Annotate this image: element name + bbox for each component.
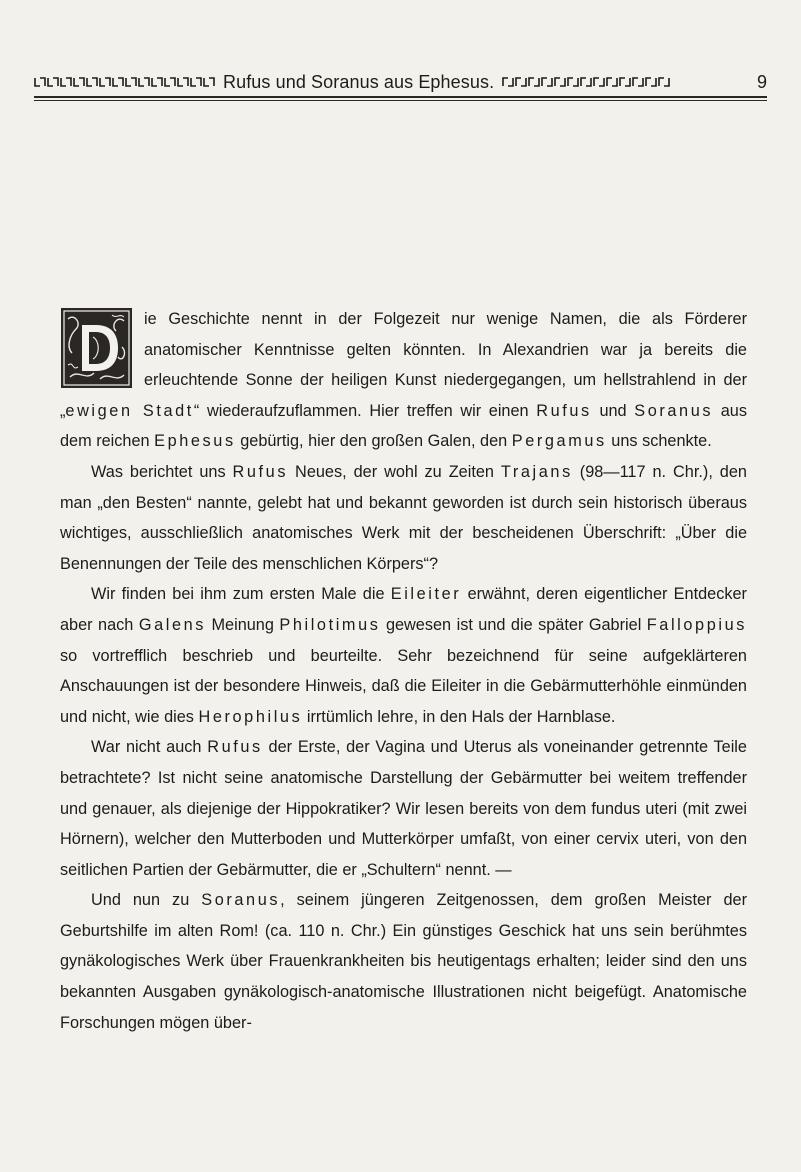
- ornament-border-left-icon: [34, 76, 215, 88]
- spaced-name: Falloppius: [646, 615, 747, 634]
- text-run: ie Geschichte nennt in der Folgezeit nur wenige Namen, die als Förderer anatomischer Kenntnisse gelten könnten. In Alexandrien war ja bereits die erleuchtende Sonne der heiligen Kunst niedergegangen, um hellstrahlend in der „: [60, 310, 747, 420]
- spaced-name: Trajans: [500, 462, 573, 481]
- body-text: [60, 304, 747, 1038]
- paragraph: [60, 885, 747, 1038]
- text-run: erwähnt, deren eigentlicher Entdecker aber nach: [60, 585, 747, 634]
- text-run: , seinem jüngeren Zeitgenossen, dem großen Meister der Geburtshilfe im alten Rom! (ca. 110 n. Chr.) Ein günstiges Geschick hat uns sein berühmtes gynäkologisches Werk über Frauenkrankheiten bis heutigentags erhalten; leider sind den uns bekannten Ausgaben gynäkologisch-anatomische Illustrationen nicht beigefügt. Anatomische Forschungen mögen über-: [60, 891, 747, 1032]
- spaced-name: Philotimus: [279, 615, 381, 634]
- text-run: und: [591, 401, 635, 420]
- paragraph: [60, 579, 747, 732]
- spaced-name: Herophilus: [198, 707, 303, 726]
- ornament-border-right-icon: [502, 76, 672, 88]
- text-run: gebürtig, hier den großen Galen, den: [235, 432, 512, 451]
- spaced-name: Rufus: [536, 401, 592, 420]
- text-run: (98—117 n. Chr.), den man „den Besten“ nannte, gelebt hat und bekannt geworden ist durch sein historisch überaus wichtiges, ausschließlich anatomisches Werk mit der bescheidenen Überschrift: „Über die Benennungen der Teile des menschlichen Körpers“?: [60, 462, 747, 573]
- text-run: aus dem reichen: [60, 401, 747, 451]
- text-run: Wir finden bei ihm zum ersten Male die: [91, 585, 391, 604]
- text-run: der Erste, der Vagina und Uterus als voneinander getrennte Teile betrachtete? Ist nicht seine anatomische Darstellung der Gebärmutter bei weitem treffender und genauer, als diejenige der Hippokratiker? Wir lesen bereits von dem fundus uteri (mit zwei Hörnern), welcher den Mutterboden und Mutterkörper umfaßt, von einer cervix uteri, von den seitlichen Partien der Gebärmutter, die er „Schultern“ nennt. —: [60, 738, 747, 879]
- text-run: “ wiederaufzuflammen. Hier treffen wir einen: [193, 401, 537, 420]
- text-run: gewesen ist und die später Gabriel: [380, 615, 647, 634]
- header-rule-thick: [34, 96, 767, 98]
- spaced-name: Ephesus: [154, 432, 236, 451]
- paragraph: [60, 732, 747, 885]
- spaced-name: ewigen Stadt: [65, 401, 194, 420]
- text-run: Neues, der wohl zu Zeiten: [288, 462, 501, 481]
- text-run: Und nun zu: [91, 891, 202, 910]
- paragraph: [60, 304, 747, 457]
- text-run: Meinung: [206, 615, 280, 634]
- spaced-name: Rufus: [207, 738, 263, 757]
- running-header-title: Rufus und Soranus aus Ephesus.: [223, 71, 495, 92]
- ornamental-initial-d-icon: [60, 307, 133, 389]
- text-run: so vortrefflich beschrieb und beurteilte. Sehr bezeichnend für seine aufgeklärteren Anschauungen ist der besondere Hinweis, daß die Eileiter in die Gebärmutterhöhle einmünden und nicht, wie dies: [60, 646, 747, 726]
- spaced-name: Pergamus: [511, 432, 607, 451]
- header-rule-thin: [34, 100, 767, 101]
- page-number: 9: [756, 71, 767, 92]
- paragraph: [60, 457, 747, 579]
- text-run: War nicht auch: [91, 738, 208, 757]
- spaced-name: Soranus: [634, 401, 714, 420]
- text-run: uns schenkte.: [606, 432, 712, 451]
- running-header: [34, 72, 767, 92]
- spaced-name: Eileiter: [390, 585, 462, 604]
- spaced-name: Galens: [138, 615, 206, 634]
- text-run: irrtümlich lehre, in den Hals der Harnblase.: [302, 707, 616, 726]
- spaced-name: Rufus: [232, 462, 289, 481]
- spaced-name: Soranus: [201, 891, 281, 910]
- text-run: Was berichtet uns: [91, 462, 233, 481]
